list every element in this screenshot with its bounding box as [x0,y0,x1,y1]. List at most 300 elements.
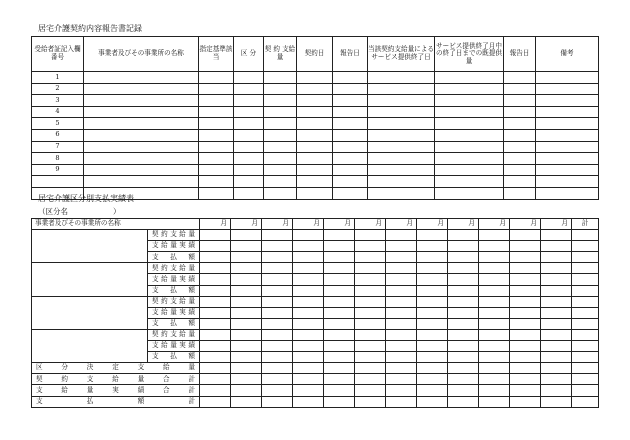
row-label: 契約支給量 [148,296,200,307]
table-cell [536,176,599,188]
table-cell [572,318,599,329]
month-header: 月 [262,219,293,230]
table-cell [84,106,199,118]
table-cell [479,241,510,252]
table-cell [435,83,504,95]
table-cell [541,307,572,318]
table-cell [504,129,536,141]
table-cell [536,187,599,199]
table-cell [297,176,333,188]
table-cell [231,329,262,340]
table-cell [386,307,417,318]
table-cell [199,176,234,188]
month-header: 月 [355,219,386,230]
table-cell [417,318,448,329]
table-cell [333,118,368,130]
table-cell [510,318,541,329]
table-cell [355,396,386,407]
table-cell [262,285,293,296]
table-cell [324,363,355,374]
table-cell [510,252,541,263]
table-cell [324,263,355,274]
table-cell [264,118,297,130]
provider-name-cell [32,263,148,296]
table-cell [293,252,324,263]
table-cell [324,296,355,307]
table-cell [541,396,572,407]
table-cell [333,83,368,95]
table-cell [199,83,234,95]
table-cell [231,352,262,363]
table-cell [536,95,599,107]
table-cell [234,176,264,188]
header-cell: 指定基準該当 [199,37,234,72]
table-cell [324,352,355,363]
table-cell [297,164,333,176]
table-cell [386,241,417,252]
table-cell [417,307,448,318]
table-cell [234,153,264,165]
table-cell [541,296,572,307]
table-cell [293,363,324,374]
payment-record-table [31,218,599,408]
table-cell [200,285,231,296]
table-cell [264,187,297,199]
table-cell [355,352,386,363]
table-cell [536,106,599,118]
table-cell [541,352,572,363]
provider-name-cell [32,296,148,329]
table-cell [510,341,541,352]
table-cell [231,363,262,374]
table-cell [479,352,510,363]
table-cell [448,274,479,285]
table-cell [504,95,536,107]
table-cell [231,274,262,285]
row-number: 6 [32,129,84,141]
table-cell [448,285,479,296]
table-cell [572,307,599,318]
table-cell [234,83,264,95]
table-cell [293,274,324,285]
table-cell [368,164,435,176]
table-cell [448,385,479,396]
table-cell [199,129,234,141]
table-cell [386,274,417,285]
month-header: 月 [479,219,510,230]
table-cell [264,141,297,153]
total-header: 計 [572,219,599,230]
table-cell [333,187,368,199]
month-header: 月 [448,219,479,230]
table-cell [541,329,572,340]
table-cell [435,187,504,199]
table-cell [541,230,572,241]
table-cell [386,396,417,407]
table-cell [234,129,264,141]
row-label: 契約支給量 [148,329,200,340]
table-cell [368,83,435,95]
table-cell [479,374,510,385]
row-label: 支給量実績 [148,241,200,252]
table-cell [333,129,368,141]
table-cell [448,341,479,352]
header-cell: 報告日 [333,37,368,72]
table-cell [333,72,368,84]
table-cell [435,106,504,118]
table-cell [297,95,333,107]
row-number [32,176,84,188]
table-cell [234,118,264,130]
table-cell [84,129,199,141]
table-cell [293,341,324,352]
table-row [32,263,599,274]
table-cell [572,274,599,285]
table-cell [386,252,417,263]
row-label: 支給量実績 [148,307,200,318]
table-cell [293,329,324,340]
table-cell [417,385,448,396]
table-cell [297,187,333,199]
table-cell [572,252,599,263]
row-label: 支給量実績 [148,341,200,352]
row-label: 契約支給量 [148,263,200,274]
table-cell [417,329,448,340]
table-cell [200,307,231,318]
table-cell [84,83,199,95]
row-number: 2 [32,83,84,95]
total-row [32,385,599,396]
table-cell [264,153,297,165]
table-cell [504,176,536,188]
table-cell [536,129,599,141]
header-cell: 受給者証記入欄番号 [32,37,84,72]
table-cell [264,129,297,141]
table-header-row [32,219,599,230]
title-payment-table: 居宅介護区分別支払実績表 [38,194,134,203]
table-cell [200,274,231,285]
table-cell [417,374,448,385]
table-cell [200,374,231,385]
table-cell [200,363,231,374]
table-cell [536,83,599,95]
header-cell: サービス提供終了月中の終了日までの既提供量 [435,37,504,72]
table-cell [510,363,541,374]
table-cell [231,241,262,252]
table-cell [234,95,264,107]
table-cell [479,341,510,352]
table-cell [264,176,297,188]
table-cell [536,153,599,165]
header-cell: 契 約 支給量 [264,37,297,72]
table-cell [479,263,510,274]
table-cell [297,118,333,130]
table-cell [541,318,572,329]
total-row-label: 契約支給量合計 [32,374,200,385]
table-cell [435,153,504,165]
table-cell [84,72,199,84]
table-cell [262,241,293,252]
table-cell [293,396,324,407]
table-cell [231,307,262,318]
table-cell [355,241,386,252]
table-cell [262,263,293,274]
table-cell [324,385,355,396]
table-cell [324,230,355,241]
table-cell [264,83,297,95]
table-cell [355,385,386,396]
table-cell [324,318,355,329]
table-cell [231,396,262,407]
table-cell [297,106,333,118]
contract-report-table [31,36,599,200]
table-cell [510,329,541,340]
header-cell: 契約日 [297,37,333,72]
table-cell [386,285,417,296]
table-cell [510,374,541,385]
table-cell [504,118,536,130]
table-cell [510,230,541,241]
table-cell [536,141,599,153]
table-cell [368,187,435,199]
table-cell [368,95,435,107]
table-cell [262,363,293,374]
table-cell [297,72,333,84]
table-cell [262,307,293,318]
table-cell [333,153,368,165]
table-cell [435,141,504,153]
table-cell [386,341,417,352]
table-cell [417,285,448,296]
header-cell: 事業者及びその事業所の名称 [84,37,199,72]
table-cell [234,141,264,153]
row-label: 支 払 額 [148,318,200,329]
table-cell [262,374,293,385]
table-cell [479,318,510,329]
month-header: 月 [417,219,448,230]
table-cell [536,72,599,84]
table-cell [448,252,479,263]
table-cell [435,176,504,188]
table-cell [231,385,262,396]
table-cell [510,396,541,407]
table-cell [448,363,479,374]
table-cell [504,72,536,84]
table-row [32,230,599,241]
table-cell [448,352,479,363]
total-row [32,396,599,407]
table-cell [200,230,231,241]
table-cell [368,129,435,141]
table-cell [333,141,368,153]
table-cell [510,274,541,285]
table-cell [479,396,510,407]
table-cell [448,241,479,252]
table-cell [262,385,293,396]
table-cell [368,141,435,153]
table-cell [572,374,599,385]
table-cell [417,230,448,241]
table-cell [199,95,234,107]
table-cell [231,296,262,307]
table-cell [84,118,199,130]
table-cell [84,164,199,176]
table-cell [386,374,417,385]
table-cell [324,329,355,340]
table-cell [479,274,510,285]
table-cell [510,307,541,318]
table-cell [386,329,417,340]
table-row [32,296,599,307]
table-cell [200,263,231,274]
table-cell [479,385,510,396]
table-cell [417,352,448,363]
table-cell [386,296,417,307]
table-cell [84,176,199,188]
table-cell [200,252,231,263]
table-cell [84,141,199,153]
provider-name-cell [32,329,148,362]
table-cell [386,385,417,396]
table-cell [199,118,234,130]
table-cell [417,252,448,263]
table-cell [333,164,368,176]
table-cell [448,396,479,407]
table-cell [417,296,448,307]
row-number: 8 [32,153,84,165]
table-cell [293,318,324,329]
table-cell [479,329,510,340]
title-contract-report: 居宅介護契約内容報告書記録 [38,24,142,33]
table-cell [386,230,417,241]
table-cell [541,374,572,385]
table-cell [262,252,293,263]
table-cell [448,296,479,307]
table-cell [448,374,479,385]
table-row [32,118,599,130]
row-number: 4 [32,106,84,118]
table-cell [368,153,435,165]
name-header: 事業者及びその事業所の名称 [32,219,200,230]
table-row [32,83,599,95]
table-cell [504,83,536,95]
table-cell [333,176,368,188]
table-cell [293,296,324,307]
table-cell [417,341,448,352]
table-cell [231,252,262,263]
table-cell [324,285,355,296]
month-header: 月 [231,219,262,230]
table-cell [293,263,324,274]
table-cell [368,72,435,84]
table-cell [324,274,355,285]
table-cell [368,176,435,188]
table-cell [541,385,572,396]
table-cell [293,241,324,252]
table-cell [541,263,572,274]
table-cell [435,118,504,130]
table-cell [355,307,386,318]
table-cell [262,352,293,363]
table-cell [572,285,599,296]
table-cell [293,285,324,296]
table-cell [262,396,293,407]
table-cell [572,352,599,363]
row-number: 1 [32,72,84,84]
table-cell [262,230,293,241]
table-cell [333,106,368,118]
table-row [32,176,599,188]
table-cell [355,285,386,296]
table-cell [417,396,448,407]
table-cell [333,95,368,107]
table-cell [262,274,293,285]
row-label: 契約支給量 [148,230,200,241]
total-row-label: 区分決定支給量 [32,363,200,374]
table-cell [355,363,386,374]
table-cell [200,396,231,407]
table-cell [264,95,297,107]
table-cell [479,296,510,307]
header-cell: 報告日 [504,37,536,72]
table-cell [572,263,599,274]
table-row [32,95,599,107]
row-number: 9 [32,164,84,176]
table-cell [200,341,231,352]
table-cell [479,230,510,241]
table-cell [293,307,324,318]
table-cell [231,263,262,274]
month-header: 月 [200,219,231,230]
table-cell [541,252,572,263]
table-cell [234,164,264,176]
table-cell [355,341,386,352]
table-cell [536,164,599,176]
table-cell [479,285,510,296]
row-number: 7 [32,141,84,153]
table-cell [231,318,262,329]
table-cell [324,374,355,385]
table-cell [262,329,293,340]
table-cell [386,363,417,374]
table-cell [200,385,231,396]
table-cell [479,252,510,263]
table-cell [199,106,234,118]
table-cell [200,296,231,307]
provider-name-cell [32,230,148,263]
table-cell [368,106,435,118]
total-row-label: 支払額計 [32,396,200,407]
category-name-label: （区分名 ） [38,207,121,216]
header-cell: 区 分 [234,37,264,72]
table-cell [324,252,355,263]
table-row [32,164,599,176]
table-cell [417,263,448,274]
table-cell [297,83,333,95]
month-header: 月 [541,219,572,230]
table-cell [479,307,510,318]
table-cell [504,164,536,176]
table-cell [200,241,231,252]
table-cell [572,230,599,241]
table-row [32,106,599,118]
table-row [32,141,599,153]
table-cell [262,296,293,307]
total-row [32,363,599,374]
table-cell [417,274,448,285]
table-cell [264,164,297,176]
table-cell [199,141,234,153]
